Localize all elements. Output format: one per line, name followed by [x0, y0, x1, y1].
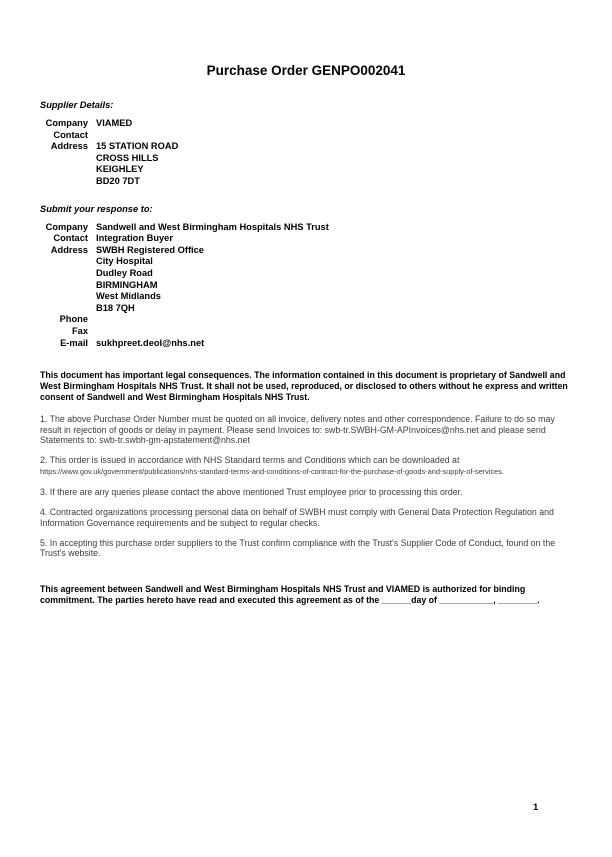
response-email-value: sukhpreet.deol@nhs.net — [96, 337, 205, 348]
response-address-row — [40, 256, 576, 268]
response-company-row — [40, 222, 576, 234]
response-address-row — [40, 303, 576, 315]
response-fax-row — [40, 326, 576, 338]
response-address-row — [40, 245, 576, 257]
term-2-text: 2. This order is issued in accordance with NHS Standard terms and Conditions which can be downloaded at — [40, 455, 460, 466]
legal-notice-paragraph: This document has important legal consequences. The information contained in this document is proprietary of Sandwell and West Birmingham Hospitals NHS Trust. It shall not be used, reproduced, or disclosed to others without he express and written consent of Sandwell and West Birmingham Hospitals NHS Trust. — [40, 370, 568, 403]
term-4-paragraph: 4. Contracted organizations processing personal data on behalf of SWBH must comply with General Data Protection Regulation and Information Governance requirements and be subject to regular checks. — [40, 507, 554, 528]
response-company-value: Sandwell and West Birmingham Hospitals NHS Trust — [96, 221, 329, 232]
supplier-contact-row — [40, 130, 576, 142]
response-contact-value: Integration Buyer — [96, 233, 173, 244]
supplier-address-row — [40, 153, 576, 165]
supplier-details-heading: Supplier Details: — [40, 100, 114, 110]
supplier-address-line: 15 STATION ROAD — [96, 141, 179, 152]
response-email-label: E-mail — [60, 337, 88, 348]
response-address-line: BIRMINGHAM — [96, 279, 158, 290]
agreement-paragraph: This agreement between Sandwell and West Birmingham Hospitals NHS Trust and VIAMED is authorized for binding commitment. The parties hereto have read and executed this agreement as of the ______day of ___________, ________. — [40, 584, 540, 606]
response-contact-row — [40, 233, 576, 245]
response-address-row — [40, 291, 576, 303]
supplier-details-block — [40, 118, 576, 188]
term-2-url: https://www.gov.uk/government/publications/nhs-standard-terms-and-conditions-of-contract-for-the-purchase-of-goods-and-supply-of-services. — [40, 466, 505, 476]
term-3-paragraph: 3. If there are any queries please contact the above mentioned Trust employee prior to processing this order. — [40, 487, 463, 498]
supplier-address-row — [40, 164, 576, 176]
term-2-paragraph — [40, 455, 576, 477]
submit-response-block — [40, 222, 576, 350]
response-address-label: Address — [50, 244, 88, 255]
supplier-company-row — [40, 118, 576, 130]
supplier-address-line: CROSS HILLS — [96, 152, 159, 163]
response-email-row — [40, 338, 576, 350]
response-address-line: Dudley Road — [96, 267, 153, 278]
response-contact-label: Contact — [53, 233, 88, 244]
response-company-label: Company — [45, 221, 88, 232]
response-address-line: B18 7QH — [96, 302, 135, 313]
response-fax-label: Fax — [71, 325, 88, 336]
submit-response-heading: Submit your response to: — [40, 203, 153, 214]
page-number: 1 — [533, 802, 539, 813]
document-content — [40, 100, 576, 606]
response-address-line: City Hospital — [96, 256, 153, 267]
supplier-company-value: VIAMED — [96, 118, 133, 128]
term-5-paragraph: 5. In accepting this purchase order suppliers to the Trust confirm compliance with the Trust's Supplier Code of Conduct, found on the Trust's website. — [40, 537, 556, 559]
response-phone-label: Phone — [59, 314, 88, 325]
supplier-address-row — [40, 141, 576, 153]
response-address-line: West Midlands — [96, 291, 161, 302]
response-address-row — [40, 268, 576, 280]
supplier-address-line: KEIGHLEY — [96, 164, 144, 175]
supplier-address-label: Address — [50, 141, 88, 152]
response-address-line: SWBH Registered Office — [96, 244, 204, 255]
response-phone-row — [40, 314, 576, 326]
supplier-contact-label: Contact — [53, 129, 88, 140]
page-title: Purchase Order GENPO002041 — [206, 63, 406, 78]
term-1-paragraph: 1. The above Purchase Order Number must be quoted on all invoice, delivery notes and other correspondence. Failure to do so may result in rejection of goods or delay in payment. Please send Invoices to: swb-tr.SWBH-GM-APInvoices@nhs.net and please send Statements to: swb-tr.swbh-gm-apstatement@nhs.net — [40, 414, 555, 446]
supplier-company-label: Company — [45, 118, 88, 128]
supplier-address-row — [40, 176, 576, 188]
supplier-address-line: BD20 7DT — [96, 175, 140, 186]
response-address-row — [40, 280, 576, 292]
